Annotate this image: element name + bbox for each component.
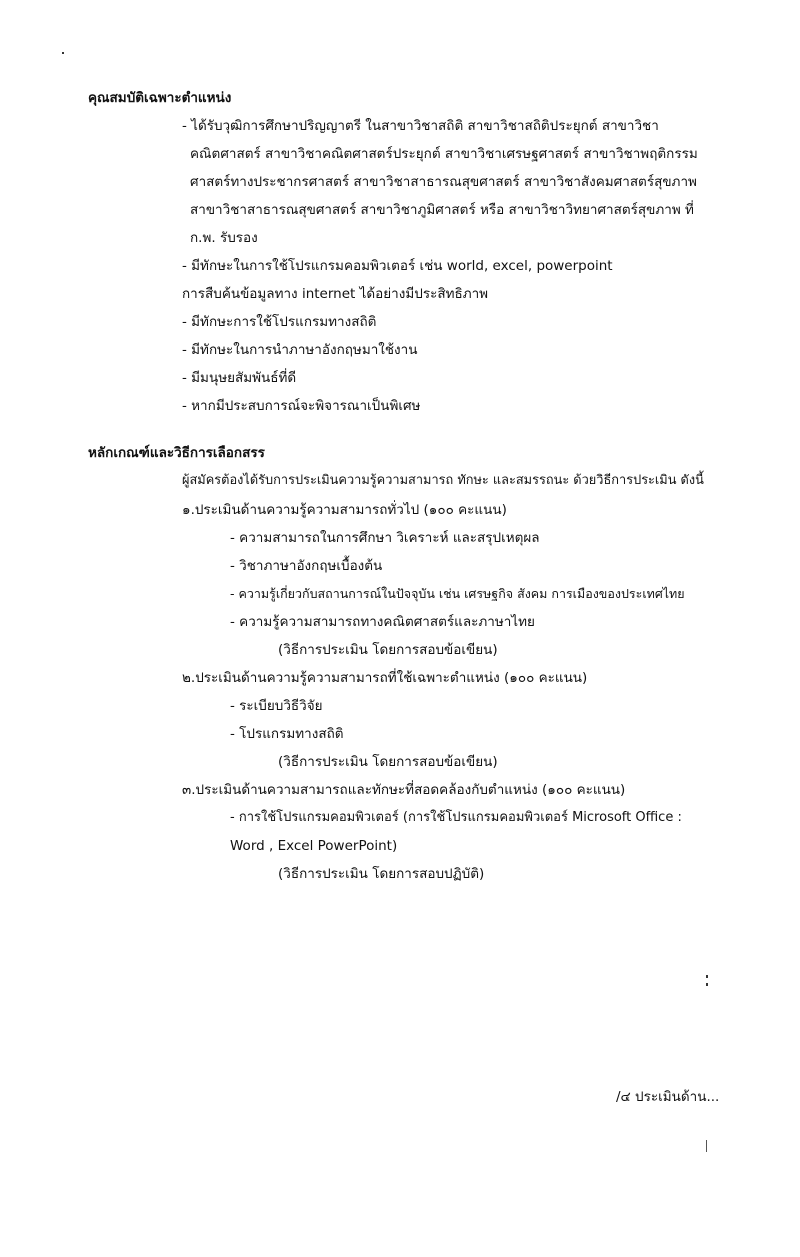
section-3-item: - การใช้โปรแกรมคอมพิวเตอร์ (การใช้โปรแกรมคอมพิวเตอร์ Microsoft Office : [230, 810, 682, 825]
skill-item: - มีทักษะในการนำภาษาอังกฤษมาใช้งาน [182, 342, 418, 358]
section-2-item: - ระเบียบวิธีวิจัย [230, 698, 323, 714]
section-1-title: ๑.ประเมินด้านความรู้ความสามารถทั่วไป (๑๐๐ คะแนน) [182, 502, 507, 518]
degree-line: สาขาวิชาสาธารณสุขศาสตร์ สาขาวิชาภูมิศาสตร์ หรือ สาขาวิชาวิทยาศาสตร์สุขภาพ ที่ [190, 202, 694, 218]
degree-line: - ได้รับวุฒิการศึกษาปริญญาตรี ในสาขาวิชาสถิติ สาขาวิชาสถิติประยุกต์ สาขาวิชา [182, 118, 659, 134]
section-2-title: ๒.ประเมินด้านความรู้ความสามารถที่ใช้เฉพาะตำแหน่ง (๑๐๐ คะแนน) [182, 670, 588, 686]
skill-item: - มีมนุษยสัมพันธ์ที่ดี [182, 370, 297, 386]
section-3-title: ๓.ประเมินด้านความสามารถและทักษะที่สอดคล้องกับตำแหน่ง (๑๐๐ คะแนน) [182, 782, 626, 798]
scan-speck [706, 975, 708, 978]
section-3-item: Word , Excel PowerPoint) [230, 838, 398, 854]
degree-line: ศาสตร์ทางประชากรศาสตร์ สาขาวิชาสาธารณสุขศาสตร์ สาขาวิชาสังคมศาสตร์สุขภาพ [190, 174, 697, 190]
section-1-item: - ความรู้ความสามารถทางคณิตศาสตร์และภาษาไทย [230, 614, 535, 630]
section-1-method: (วิธีการประเมิน โดยการสอบข้อเขียน) [278, 642, 498, 658]
skill-item: - มีทักษะการใช้โปรแกรมทางสถิติ [182, 314, 377, 330]
computer-skill-line: การสืบค้นข้อมูลทาง internet ได้อย่างมีประสิทธิภาพ [182, 286, 489, 302]
section-1-item: - วิชาภาษาอังกฤษเบื้องต้น [230, 558, 383, 574]
section-2-item: - โปรแกรมทางสถิติ [230, 726, 344, 742]
scan-speck [62, 52, 64, 54]
qualifications-heading: คุณสมบัติเฉพาะตำแหน่ง [88, 90, 232, 106]
section-1-item: - ความรู้เกี่ยวกับสถานการณ์ในปัจจุบัน เช่น เศรษฐกิจ สังคม การเมืองของประเทศไทย [230, 586, 685, 601]
section-2-method: (วิธีการประเมิน โดยการสอบข้อเขียน) [278, 754, 498, 770]
scan-speck [706, 983, 708, 986]
selection-intro: ผู้สมัครต้องได้รับการประเมินความรู้ความสามารถ ทักษะ และสมรรถนะ ด้วยวิธีการประเมิน ดังนี้ [182, 473, 704, 488]
skill-item: - หากมีประสบการณ์จะพิจารณาเป็นพิเศษ [182, 398, 421, 414]
scan-mark [706, 1140, 707, 1152]
degree-line: ก.พ. รับรอง [190, 230, 258, 246]
selection-heading: หลักเกณฑ์และวิธีการเลือกสรร [88, 445, 265, 461]
degree-line: คณิตศาสตร์ สาขาวิชาคณิตศาสตร์ประยุกต์ สาขาวิชาเศรษฐศาสตร์ สาขาวิชาพฤติกรรม [190, 146, 698, 162]
page-continuation: /๔ ประเมินด้าน... [616, 1089, 720, 1105]
computer-skill-line: - มีทักษะในการใช้โปรแกรมคอมพิวเตอร์ เช่น world, excel, powerpoint [182, 258, 613, 274]
section-3-method: (วิธีการประเมิน โดยการสอบปฏิบัติ) [278, 866, 485, 882]
section-1-item: - ความสามารถในการศึกษา วิเคราะห์ และสรุปเหตุผล [230, 530, 540, 546]
